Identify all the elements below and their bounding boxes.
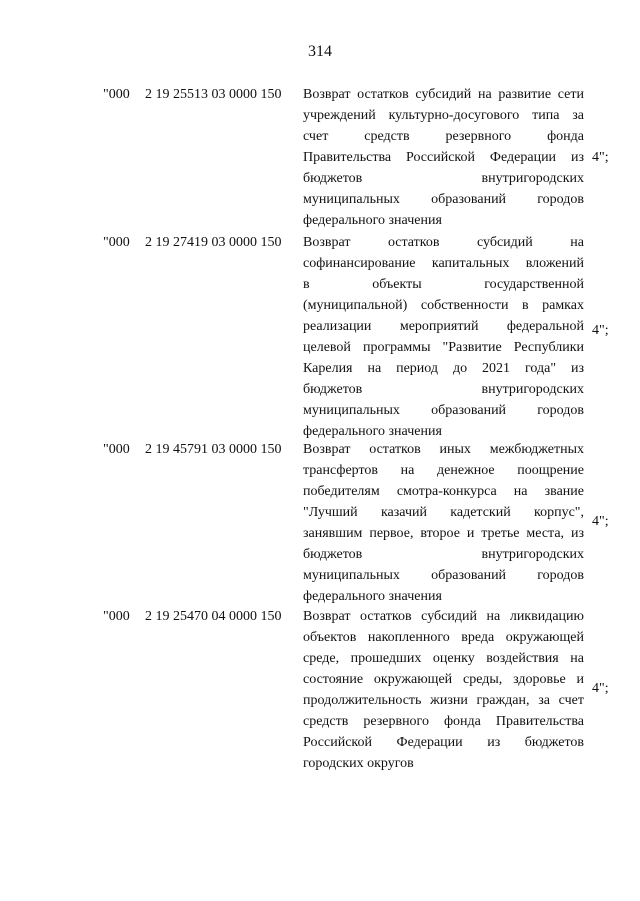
description-line: федерального значения <box>303 213 442 228</box>
entry-description <box>303 439 584 607</box>
description-line: Правительства Российской Федерации из <box>303 150 584 165</box>
entry-description <box>303 84 584 231</box>
description-line: реализации мероприятий федеральной <box>303 319 584 334</box>
description-line: целевой программы "Развитие Республики <box>303 340 584 355</box>
page-number: 314 <box>308 43 332 60</box>
description-line: Возврат остатков субсидий на развитие сети <box>303 87 584 102</box>
entry-description <box>303 606 584 774</box>
description-line: Возврат остатков субсидий на <box>303 235 584 250</box>
description-line: счет средств резервного фонда <box>303 129 584 144</box>
description-line: Карелия на период до 2021 года" из <box>303 361 584 376</box>
description-line: продолжительность жизни граждан, за счет <box>303 693 584 708</box>
budget-classification-code: 2 19 25470 04 0000 150 <box>145 609 282 624</box>
description-line: бюджетов внутригородских <box>303 382 584 397</box>
budget-classification-code: 2 19 25513 03 0000 150 <box>145 87 282 102</box>
entry-prefix: "000 <box>103 442 130 457</box>
description-line: федерального значения <box>303 424 442 439</box>
description-line: Возврат остатков субсидий на ликвидацию <box>303 609 584 624</box>
entry-description <box>303 232 584 442</box>
entry-prefix: "000 <box>103 235 130 250</box>
description-line: средств резервного фонда Правительства <box>303 714 584 729</box>
entry-end-mark: 4"; <box>592 150 609 165</box>
entry-prefix: "000 <box>103 87 130 102</box>
budget-classification-code: 2 19 27419 03 0000 150 <box>145 235 282 250</box>
description-line: объектов накопленного вреда окружающей <box>303 630 584 645</box>
description-line: учреждений культурно-досугового типа за <box>303 108 584 123</box>
description-line: в объекты государственной <box>303 277 584 292</box>
description-line: Возврат остатков иных межбюджетных <box>303 442 584 457</box>
description-line: городских округов <box>303 756 414 771</box>
description-line: "Лучший казачий кадетский корпус", <box>303 505 584 520</box>
description-line: бюджетов внутригородских <box>303 171 584 186</box>
entry-end-mark: 4"; <box>592 514 609 529</box>
description-line: бюджетов внутригородских <box>303 547 584 562</box>
description-line: занявшим первое, второе и третье места, из <box>303 526 584 541</box>
description-line: федерального значения <box>303 589 442 604</box>
description-line: муниципальных образований городов <box>303 192 584 207</box>
description-line: Российской Федерации из бюджетов <box>303 735 584 750</box>
description-line: победителям смотра-конкурса на звание <box>303 484 584 499</box>
budget-classification-code: 2 19 45791 03 0000 150 <box>145 442 282 457</box>
description-line: состояние окружающей среды, здоровье и <box>303 672 584 687</box>
description-line: (муниципальной) собственности в рамках <box>303 298 584 313</box>
description-line: муниципальных образований городов <box>303 403 584 418</box>
description-line: среде, прошедших оценку воздействия на <box>303 651 584 666</box>
description-line: муниципальных образований городов <box>303 568 584 583</box>
description-line: трансфертов на денежное поощрение <box>303 463 584 478</box>
entry-prefix: "000 <box>103 609 130 624</box>
entry-end-mark: 4"; <box>592 681 609 696</box>
description-line: софинансирование капитальных вложений <box>303 256 584 271</box>
entry-end-mark: 4"; <box>592 323 609 338</box>
